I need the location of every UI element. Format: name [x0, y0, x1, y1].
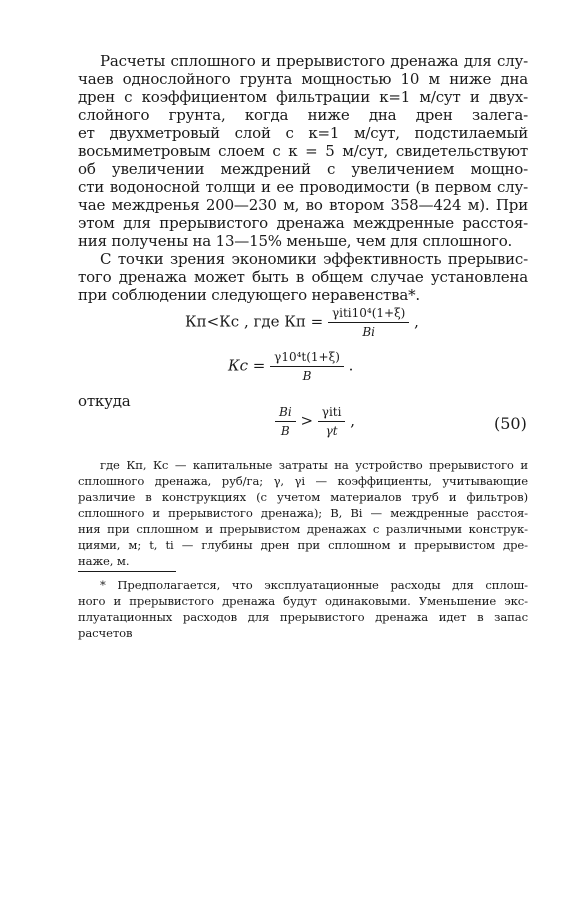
formula-50 [275, 405, 355, 438]
fraction-denominator: B [280, 424, 290, 438]
formula-fraction [328, 306, 409, 339]
text-line: сплошного дренажа, руб/га; γ, γi — коэффициенты, учитывающие [78, 474, 528, 488]
fraction-numerator: γ10⁴t(1+ξ) [270, 350, 344, 367]
text-line: наже, м. [78, 554, 130, 568]
text-line: сплошного и прерывистого дренажа); B, Bi — междренные расстоя- [78, 506, 528, 520]
formula-punctuation: , [350, 411, 356, 430]
fraction-numerator: γiti [318, 405, 346, 422]
equation-number: (50) [494, 414, 527, 433]
fraction-denominator: Bi [362, 325, 375, 339]
text-line: ния при сплошном и прерывистом дренажах с различными конструк- [78, 522, 528, 536]
text-line: Расчеты сплошного и прерывистого дренажа для слу- [100, 52, 528, 70]
fraction-numerator: γiti10⁴(1+ξ) [328, 306, 409, 323]
text-line: ного и прерывистого дренажа будут одинаковыми. Уменьшение экс- [78, 594, 528, 608]
formula-fraction [270, 350, 344, 383]
text-line: сти водоносной толщи и ее проводимости (в первом слу- [78, 178, 528, 196]
formula-operator: > [300, 411, 314, 430]
formula-punctuation: . [348, 356, 354, 375]
formula-kc [228, 350, 353, 383]
text-line: при соблюдении следующего неравенства*. [78, 286, 420, 304]
formula-punctuation: , [414, 312, 419, 331]
formula-lhs: Кс = [228, 356, 266, 375]
formula-inequality [185, 306, 419, 339]
text-line: циями, м; t, ti — глубины дрен при сплошном и прерывистом дре- [78, 538, 528, 552]
fraction-denominator: γt [325, 424, 338, 438]
text-line: ет двухметровый слой с к=1 м/сут, подстилаемый [78, 124, 528, 142]
text-line: этом для прерывистого дренажа междренные расстоя- [78, 214, 528, 232]
text-line: * Предполагается, что эксплуатационные расходы для сплош- [100, 578, 528, 592]
text-line: чае междренья 200—230 м, во втором 358—424 м). При [78, 196, 528, 214]
word-otkuda: откуда [78, 392, 131, 410]
formula-fraction-left [275, 405, 296, 438]
text-line: дрен с коэффициентом фильтрации к=1 м/сут и двух- [78, 88, 528, 106]
text-line: восьмиметровым слоем с к = 5 м/сут, свидетельствуют [78, 142, 528, 160]
text-line: того дренажа может быть в общем случае установлена [78, 268, 528, 286]
text-line: об увеличении междрений с увеличением мощно- [78, 160, 528, 178]
text-line: С точки зрения экономики эффективность прерывис- [100, 250, 528, 268]
text-line: ния получены на 13—15% меньше, чем для сплошного. [78, 232, 513, 250]
text-line: чаев однослойного грунта мощностью 10 м ниже дна [78, 70, 528, 88]
fraction-denominator: B [302, 369, 312, 383]
text-line: плуатационных расходов для прерывистого дренажа идет в запас [78, 610, 528, 624]
text-line: слойного грунта, когда ниже дна дрен залега- [78, 106, 528, 124]
footnote-separator [78, 571, 176, 572]
text-line: различие в конструкциях (с учетом материалов труб и фильтров) [78, 490, 528, 504]
fraction-numerator: Bi [275, 405, 296, 422]
formula-lhs: Кп<Кс , где Кп = [185, 312, 324, 331]
text-line: где Кп, Кс — капитальные затраты на устройство прерывистого и [100, 458, 528, 472]
text-line: расчетов [78, 626, 133, 640]
formula-fraction-right [318, 405, 346, 438]
